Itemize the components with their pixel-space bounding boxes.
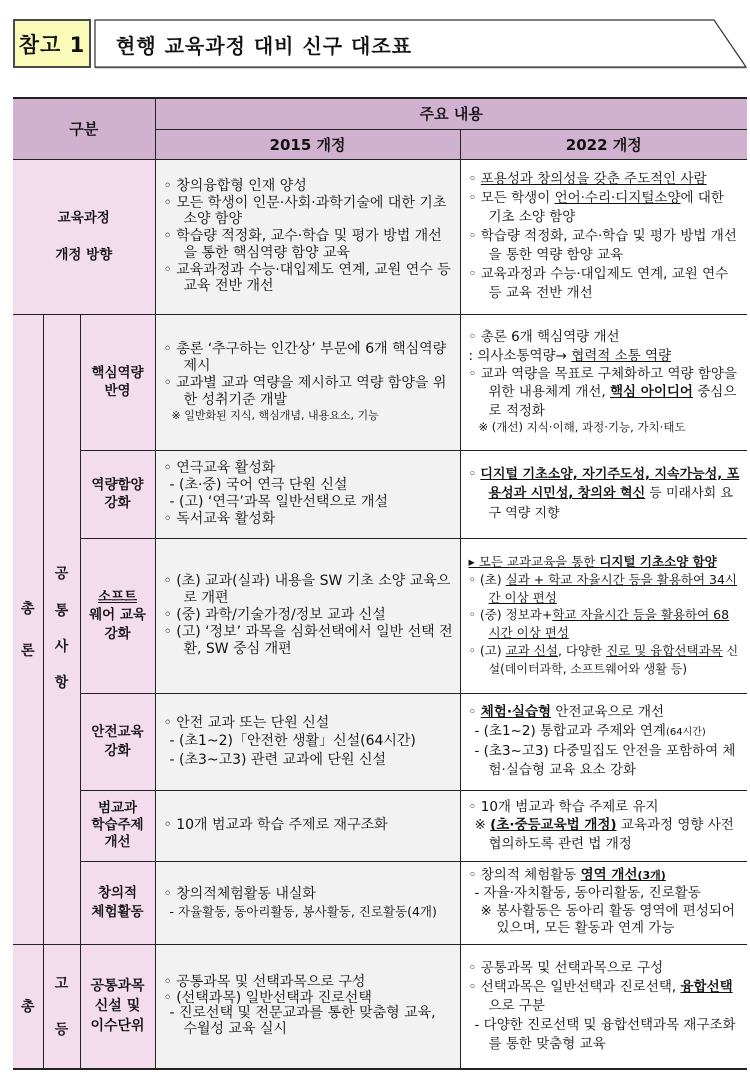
cell-2022-competency (460, 314, 747, 450)
label-line: 범교과 (97, 800, 138, 817)
list-item: ◦ 학습량 적정화, 교수·학습 및 평가 방법 개선을 통한 핵심역량 함양 교육 (163, 228, 442, 261)
title-bar (13, 19, 747, 69)
cell-2015-software (155, 538, 460, 693)
list-item: ◦ 공통과목 및 선택과목으로 구성 (468, 960, 664, 977)
table-row-direction (13, 159, 747, 314)
list-item: ◦ (초) 교과(실과) 내용을 SW 기초 소양 교육으로 개편 (163, 572, 451, 606)
list-item: ◦ 모든 학생이 언어·수리·디지털소양에 대한 기초 소양 함양 (468, 190, 724, 226)
list-item: ◦ 모든 학생이 인문·사회·과학기술에 대한 기초 소양 함양 (163, 194, 447, 228)
list-item: ◦ (중) 과학/기술가정/정보 교과 신설 (163, 606, 386, 623)
list-item: ◦ (고) 교과 신설, 다양한 진로 및 융합선택과목 신설(데이터과학, 소프트웨어와 생활 등) (468, 642, 739, 676)
table-row-safety (13, 693, 747, 790)
list-item: ◦ 교과 역량을 목표로 구체화하고 역량 함양을 위한 내용체계 개선, 핵심 아이디어 중심으로 적정화 (468, 366, 737, 419)
table-row-cross-subject (13, 790, 747, 861)
list-subitem: - 자율·자치활동, 동아리활동, 진로활동 (474, 884, 701, 901)
list-lead: ▸ 모든 교과교육을 통한 디지털 기초소양 함양 (468, 554, 717, 570)
cell-2015-competency (155, 314, 460, 450)
label-line: 강화 (104, 742, 131, 759)
label-line: 역량함양 (91, 476, 144, 493)
comparison-table (13, 97, 747, 1070)
cell-2022-creative (460, 861, 747, 944)
list-subitem: : 의사소통역량→ 협력적 소통 역량 (468, 347, 672, 364)
label-line: 소프트 (97, 589, 138, 606)
list-item: ◦ 총론 ‘추구하는 인간상’ 부문에 6개 핵심역량 제시 (163, 341, 447, 375)
list-item: ◦ 안전 교과 또는 단원 신설 (163, 715, 330, 732)
table-row-competency (13, 314, 747, 450)
label-char: 등 (54, 1022, 69, 1039)
list-item: ◦ (선택과목) 일반선택과 진로선택 (163, 989, 372, 1006)
label-char: 고 (54, 976, 69, 993)
list-subitem: - 자율활동, 동아리활동, 봉사활동, 진로활동(4개) (169, 903, 437, 919)
cell-2015-drama (155, 450, 460, 538)
reference-badge: 참고 1 (13, 19, 91, 68)
label-char: 론 (20, 643, 35, 659)
label-line: 핵심역량 (91, 364, 144, 381)
list-item: ◦ 10개 범교과 학습 주제로 재구조화 (163, 816, 388, 833)
list-subitem: - 진로선택 및 전문교과를 통한 맞춤형 교육, 수월성 교육 실시 (169, 1005, 436, 1037)
list-item: ◦ 학습량 적정화, 교수·학습 및 평가 방법 개선을 통한 역량 함양 교육 (468, 228, 737, 263)
label-char: 통 (54, 602, 69, 619)
cell-2015-safety (155, 693, 460, 790)
note: ※ (초·중등교육법 개정) 교육과정 영향 사전협의하도록 관련 법 개정 (474, 817, 734, 852)
group-label-highschool (43, 944, 80, 1069)
list-subitem: - (초3~고3) 다중밀집도 안전을 포함하여 체험·실습형 교육 요소 강화 (474, 742, 736, 778)
row-label-software (80, 538, 155, 693)
header-2015: 2015 개정 (155, 129, 460, 159)
label-line: 강화 (104, 495, 131, 511)
page-title: 현행 교육과정 대비 신구 대조표 (116, 34, 413, 58)
list-subitem: - (초1~2)「안전한 생활」신설(64시간) (169, 733, 416, 750)
list-item: ◦ (고) ‘정보’ 과목을 심화선택에서 일반 선택 전환, SW 중심 개편 (163, 624, 453, 658)
list-subitem: - (초1~2) 통합교과 주제와 연계(64시간) (474, 723, 706, 740)
list-subitem: - (고) ‘연극’과목 일반선택으로 개설 (169, 494, 388, 510)
label-char: 사 (54, 639, 69, 655)
row-label-competency (80, 314, 155, 450)
cell-2015-cross-subject (155, 790, 460, 861)
label-char: 총 (20, 601, 35, 617)
label-char: 항 (54, 675, 69, 692)
header-category: 구분 (13, 98, 155, 159)
list-item: ◦ 연극교육 활성화 (163, 459, 276, 476)
row-label-cross-subject (80, 790, 155, 861)
cell-2022-drama (460, 450, 747, 538)
header-2022: 2022 개정 (460, 129, 747, 159)
group-label-general-high: 총 (13, 944, 43, 1069)
list-item: ◦ 교육과정과 수능·대입제도 연계, 교원 연수 등 교육 전반 개선 (468, 265, 729, 301)
cell-2015-direction (155, 159, 460, 314)
header-main-content: 주요 내용 (155, 98, 747, 129)
group-label-general (13, 314, 43, 944)
label-line: 학습주제 (91, 817, 144, 834)
row-label-highschool (80, 944, 155, 1069)
note: ※ (개선) 지식·이해, 과정·기능, 가치·태도 (478, 420, 686, 435)
list-item: ◦ (초) 실과 + 학교 자율시간 등을 활용하여 34시간 이상 편성 (468, 571, 738, 605)
label-line: 창의적 (97, 885, 138, 902)
list-item: ◦ 독서교육 활성화 (163, 511, 276, 528)
list-item: ◦ 10개 범교과 학습 주제로 유지 (468, 799, 659, 816)
note: ※ 일반화된 지식, 핵심개념, 내용요소, 기능 (171, 409, 379, 423)
label-line: 개정 방향 (55, 246, 113, 263)
label-line: 개선 (104, 833, 131, 850)
table-row-highschool (13, 944, 747, 1069)
list-item: ◦ 창의적 체험활동 영역 개선(3개) (468, 867, 666, 884)
row-label-direction (13, 159, 155, 314)
list-subitem: - 다양한 진로선택 및 융합선택과목 재구조화를 통한 맞춤형 교육 (474, 1016, 736, 1052)
list-item: ◦ 교과별 교과 역량을 제시하고 역량 함양을 위한 성취기준 개발 (163, 375, 447, 409)
note: ※ 봉사활동은 동아리 활동 영역에 편성되어 있으며, 모든 활동과 연계 가능 (480, 902, 735, 937)
title-box (94, 19, 747, 68)
list-item: ◦ 교육과정과 수능·대입제도 연계, 교원 연수 등 교육 전반 개선 (163, 261, 451, 295)
table-row-drama (13, 450, 747, 538)
list-item: ◦ 총론 6개 핵심역량 개선 (468, 329, 620, 346)
label-line: 신설 및 (94, 998, 141, 1015)
list-item: ◦ 디지털 기초소양, 자기주도성, 지속가능성, 포용성과 시민성, 창의와 혁신 등 미래사회 요구 역량 지향 (468, 466, 740, 521)
list-item: ◦ (중) 정보과+학교 자율시간 등을 활용하여 68시간 이상 편성 (468, 607, 730, 641)
list-item: ◦ 공통과목 및 선택과목으로 구성 (163, 974, 366, 991)
cell-2022-safety (460, 693, 747, 790)
label-line: 체험활동 (91, 903, 144, 920)
group-label-common (43, 314, 80, 944)
list-subitem: - (초·중) 국어 연극 단원 신설 (169, 476, 348, 493)
label-line: 안전교육 (91, 724, 144, 741)
table-row-creative (13, 861, 747, 944)
label-line: 웨어 교육 (89, 607, 146, 624)
list-item: ◦ 포용성과 창의성을 갖춘 주도적인 사람 (468, 171, 707, 188)
cell-2022-software (460, 538, 747, 693)
label-line: 공통과목 (90, 977, 145, 994)
label-line: 교육과정 (57, 210, 110, 227)
list-item: ◦ 체험·실습형 안전교육으로 개선 (468, 704, 665, 721)
list-subitem: - (초3~고3) 관련 교과에 단원 신설 (169, 751, 387, 768)
cell-2022-direction (460, 159, 747, 314)
cell-2022-highschool (460, 944, 747, 1069)
label-line: 이수단위 (90, 1018, 145, 1035)
cell-2022-cross-subject (460, 790, 747, 861)
cell-2015-creative (155, 861, 460, 944)
list-item: ◦ 선택과목은 일반선택과 진로선택, 융합선택으로 구분 (468, 978, 733, 1014)
cell-2015-highschool (155, 944, 460, 1069)
label-line: 반영 (104, 383, 131, 399)
list-item: ◦ 창의적체험활동 내실화 (163, 885, 316, 902)
label-char: 공 (54, 566, 69, 583)
list-item: ◦ 창의융합형 인재 양성 (163, 177, 307, 194)
row-label-creative (80, 861, 155, 944)
label-line: 강화 (104, 625, 131, 642)
row-label-drama (80, 450, 155, 538)
row-label-safety (80, 693, 155, 790)
table-row-software (13, 538, 747, 693)
